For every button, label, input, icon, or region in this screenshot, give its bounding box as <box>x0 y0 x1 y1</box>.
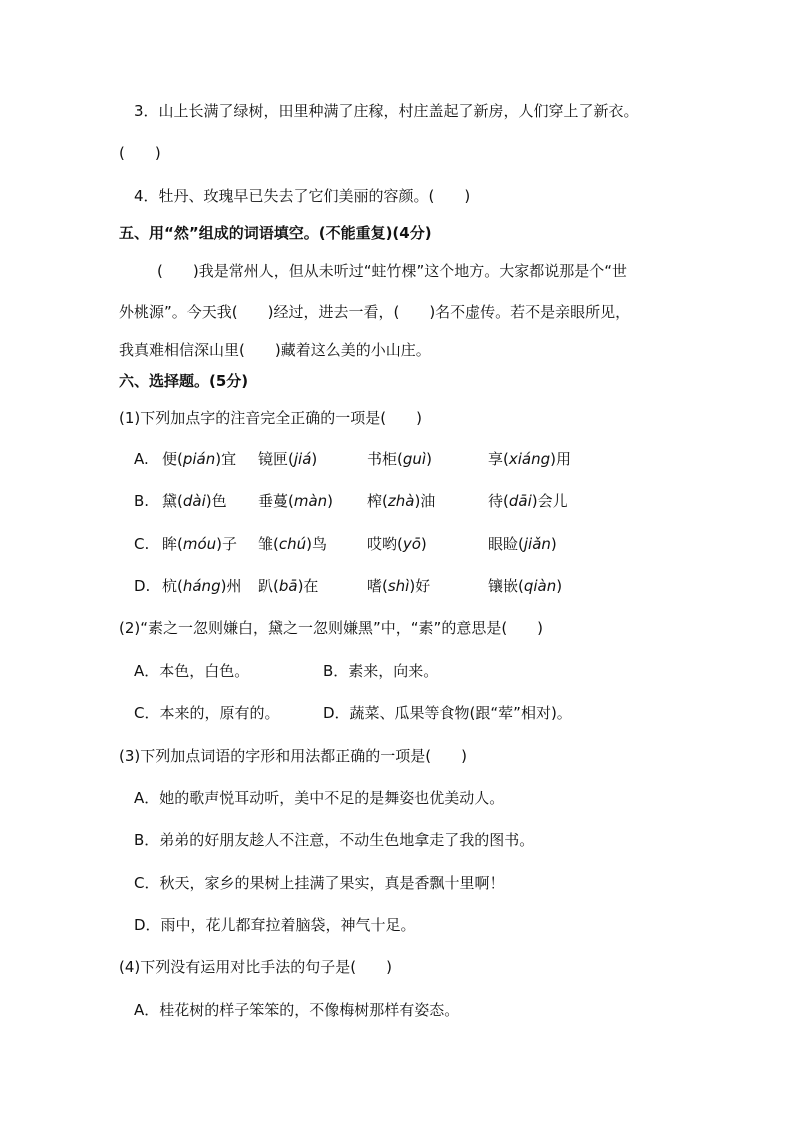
choice-1-option-b: B. 黛(dài)色 垂蔓(màn) 榨(zhà)油 待(dāi)会儿 <box>134 492 568 510</box>
section-5-line-1: ( )我是常州人，但从未听过“蛀竹棵”这个地方。大家都说那是个“世 <box>157 262 628 280</box>
choice-4-stem: (4)下列没有运用对比手法的句子是( ) <box>119 958 392 976</box>
option-letter: C. <box>134 535 150 553</box>
choice-3-option-a: A．她的歌声悦耳动听，美中不足的是舞姿也优美动人。 <box>134 789 505 807</box>
choice-2-option-d: D．蔬菜、瓜果等食物(跟“荤”相对)。 <box>323 704 572 722</box>
choice-2-option-a: A．本色，白色。 <box>134 662 250 680</box>
answer-paren: ( ) <box>119 144 161 162</box>
question-4: 4．牡丹、玫瑰早已失去了它们美丽的容颜。( ) <box>134 187 471 205</box>
section-5-line-3: 我真难相信深山里( )藏着这么美的小山庄。 <box>119 341 431 359</box>
choice-4-option-a: A．桂花树的样子笨笨的，不像梅树那样有姿态。 <box>134 1001 460 1019</box>
choice-3-option-b: B．弟弟的好朋友趁人不注意，不动生色地拿走了我的图书。 <box>134 831 535 849</box>
option-letter: A. <box>134 450 149 468</box>
choice-1-option-a: A. 便(pián)宜 镜匣(jiá) 书柜(guì) 享(xiáng)用 <box>134 450 571 468</box>
section-5-title: 五、用“然”组成的词语填空。(不能重复)(4分) <box>119 224 432 242</box>
choice-3-option-c: C．秋天，家乡的果树上挂满了果实，真是香飘十里啊！ <box>134 874 505 892</box>
section-5-line-2: 外桃源”。今天我( )经过，进去一看，( )名不虚传。若不是亲眼所见， <box>119 303 631 321</box>
section-6-title: 六、选择题。(5分) <box>119 372 249 390</box>
choice-2-option-b: B．素来，向来。 <box>323 662 439 680</box>
choice-3-option-d: D．雨中，花儿都耷拉着脑袋，神气十足。 <box>134 916 416 934</box>
option-letter: B. <box>134 492 150 510</box>
choice-2-option-c: C．本来的，原有的。 <box>134 704 280 722</box>
choice-1-stem: (1)下列加点字的注音完全正确的一项是( ) <box>119 409 422 427</box>
choice-3-stem: (3)下列加点词语的字形和用法都正确的一项是( ) <box>119 747 467 765</box>
option-letter: D. <box>134 577 151 595</box>
question-3: 3．山上长满了绿树，田里种满了庄稼，村庄盖起了新房，人们穿上了新衣。 <box>134 102 639 120</box>
choice-1-option-c: C. 眸(móu)子 雏(chú)鸟 哎哟(yō) 眼睑(jiǎn) <box>134 535 557 553</box>
choice-1-option-d: D. 杭(háng)州 趴(bā)在 嗜(shì)好 镶嵌(qiàn) <box>134 577 563 595</box>
choice-2-stem: (2)“素之一忽则嫌白，黛之一忽则嫌黑”中，“素”的意思是( ) <box>119 619 544 637</box>
